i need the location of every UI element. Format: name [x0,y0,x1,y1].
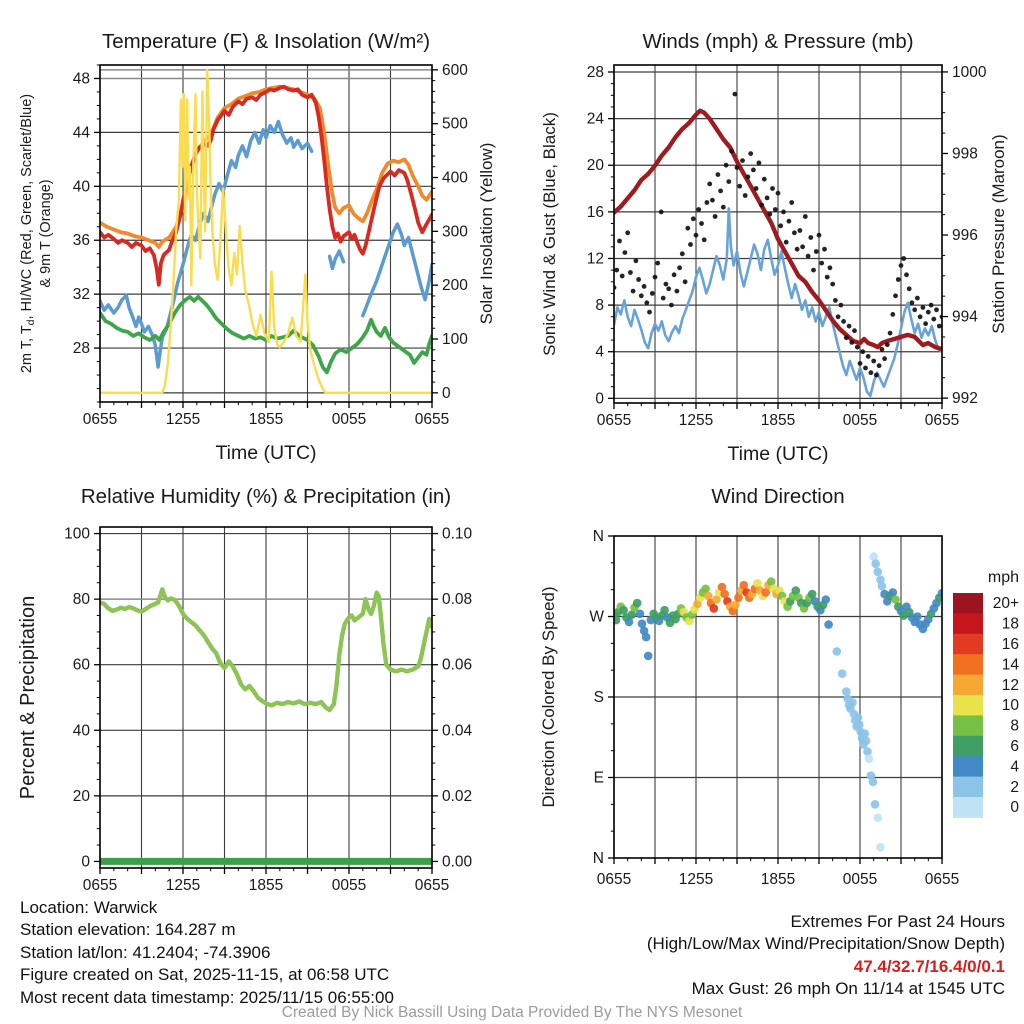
winds-pressure-chart [512,0,1024,470]
temperature-insolation-chart [0,0,512,470]
temp-ytick-left: 36 [72,232,90,250]
legend-label: 16 [1001,636,1019,653]
dir-speed-legend [953,569,1019,818]
extremes-subtitle: (High/Low/Max Wind/Precipitation/Snow Depth) [646,934,1005,954]
rh-gridlines [100,527,432,868]
wind-ytick-left: 16 [586,203,604,221]
rh-ytick-right: 0.04 [442,722,473,740]
temp-xtick: 0055 [331,411,367,428]
temp-ytick-right: 600 [442,61,468,79]
temp-ytick-left: 28 [72,340,90,358]
wind-xtick: 0055 [842,412,878,429]
legend-label: 20+ [992,595,1019,613]
rh-xtick: 1255 [165,877,201,894]
temp-ytick-left: 44 [72,124,90,142]
rh-xtick: 0655 [414,877,450,894]
temp-ylabel-left: 2m T, $T_d$, HI/WC (Red, Green, Scarlet/Blue) [19,93,37,374]
legend-label: 4 [1010,758,1019,776]
legend-swatch [953,654,983,675]
temp-ylabel-right: Solar Insolation (Yellow) [477,142,496,325]
legend-swatch [953,777,983,798]
rh-xtick: 1855 [248,877,284,894]
temp-ytick-right: 200 [442,277,468,295]
legend-swatch [953,797,983,818]
wind-ytick-left: 8 [595,297,604,315]
dir-ytick-left: E [593,769,604,787]
temp-title: Temperature (F) & Insolation (W/m²) [101,30,431,53]
temp-ytick-left: 40 [72,178,90,196]
legend-swatch [953,613,983,634]
dir-xtick: 1855 [760,871,796,888]
rh-ytick-left: 20 [72,787,90,805]
credit-line: Created By Nick Bassill Using Data Provided By The NYS Mesonet [281,1004,743,1021]
temp-gridlines [100,65,432,402]
dir-xtick: 0655 [924,871,960,888]
wind-ylabel-right: Station Pressure (Maroon) [989,134,1008,334]
max-gust-line: Max Gust: 26 mph On 11/14 at 1545 UTC [691,979,1005,999]
extremes-values: 47.4/32.7/16.4/0/0.1 [853,956,1005,976]
wind-ytick-left: 4 [595,343,604,361]
temp-xtick: 0655 [82,411,118,428]
legend-swatch [953,634,983,655]
location-line: Location: Warwick [20,898,158,917]
legend-label: 6 [1010,738,1019,755]
rh-ytick-right: 0.10 [442,525,473,543]
legend-label: 2 [1010,778,1019,796]
rh-xtick: 0055 [331,877,367,894]
temp-ytick-right: 0 [442,384,451,402]
dir-title: Wind Direction [711,485,845,508]
legend-swatch [953,756,983,777]
rh-ytick-right: 0.00 [442,853,473,871]
dir-gridlines [614,536,942,858]
legend-swatch [953,675,983,696]
temp-ytick-right: 500 [442,115,468,133]
temp-ytick-right: 100 [442,331,468,349]
humidity-precipitation-chart [0,470,512,915]
figure-created-line: Figure created on Sat, 2025-11-15, at 06:58 UTC [20,965,390,985]
temp-ylabel-left: & 9m T (Orange) [38,179,54,288]
dir-xtick: 1255 [678,871,714,888]
rh-ytick-left: 80 [72,591,90,609]
rh-ytick-right: 0.02 [442,787,473,805]
rh-ytick-left: 100 [64,525,90,543]
wind-ytick-right: 996 [952,227,978,245]
wind-ytick-right: 992 [952,390,978,408]
legend-swatch [953,695,983,716]
rh-xtick: 0655 [82,877,118,894]
temp-ytick-right: 300 [442,223,468,241]
legend-label: 8 [1010,717,1019,735]
legend-label: 12 [1001,676,1019,694]
wind-xtick: 0655 [924,412,960,429]
rh-ytick-left: 60 [72,656,90,674]
dir-xtick: 0055 [842,871,878,888]
legend-label: 14 [1001,656,1019,674]
extremes-title: Extremes For Past 24 Hours [790,912,1005,931]
dir-ytick-left: N [592,528,604,545]
dir-ytick-left: W [589,608,604,626]
temp-xtick: 0655 [414,411,450,428]
wind-ytick-left: 12 [586,250,604,268]
legend-title: mph [987,569,1019,586]
legend-swatch [953,593,983,614]
temp-xtick: 1255 [165,411,201,428]
wind-xtick: 1855 [760,412,796,429]
wind-ytick-left: 0 [595,390,604,408]
rh-title: Relative Humidity (%) & Precipitation (in) [80,485,452,508]
wind-title: Winds (mph) & Pressure (mb) [642,30,914,53]
rh-ylabel-left: Percent & Precipitation [17,595,39,800]
legend-label: 18 [1001,615,1019,633]
station-info-block [20,897,394,1009]
extremes-block [647,911,1005,1001]
wind-ytick-right: 1000 [952,63,987,81]
temp-ytick-right: 400 [442,169,468,187]
wind-ytick-right: 998 [952,145,978,163]
rh-ytick-left: 40 [72,722,90,740]
wind-xlabel: Time (UTC) [727,443,829,465]
wind-direction-chart [512,470,1024,915]
rh-ytick-right: 0.08 [442,591,473,609]
dir-ylabel-left: Direction (Colored By Speed) [539,586,558,808]
wind-ylabel-left: Sonic Wind & Gust (Blue, Black) [540,112,559,356]
legend-label: 0 [1010,799,1019,817]
rh-axes [64,526,472,894]
wind-xtick: 0655 [596,412,632,429]
temp-ytick-left: 32 [72,286,90,304]
rh-ytick-left: 0 [81,853,90,871]
latlon-line: Station lat/lon: 41.2404; -74.3906 [20,942,271,962]
dir-ytick-left: N [592,850,604,867]
rh-ytick-right: 0.06 [442,656,473,674]
wind-ytick-left: 28 [586,63,604,81]
wind-xtick: 1255 [678,412,714,429]
elevation-line: Station elevation: 164.287 m [20,920,236,940]
wind-ytick-left: 24 [586,110,604,128]
data-timestamp-line: Most recent data timestamp: 2025/11/15 06:55:00 [20,987,394,1007]
temp-ytick-left: 48 [72,70,90,88]
temp-xtick: 1855 [248,411,284,428]
temp-xlabel: Time (UTC) [215,442,317,464]
legend-swatch [953,715,983,736]
dir-ytick-left: S [593,689,604,706]
wind-ytick-right: 994 [952,308,978,326]
dir-xtick: 0655 [596,871,632,888]
wind-ytick-left: 20 [586,157,604,175]
legend-label: 10 [1001,697,1019,715]
legend-swatch [953,736,983,757]
